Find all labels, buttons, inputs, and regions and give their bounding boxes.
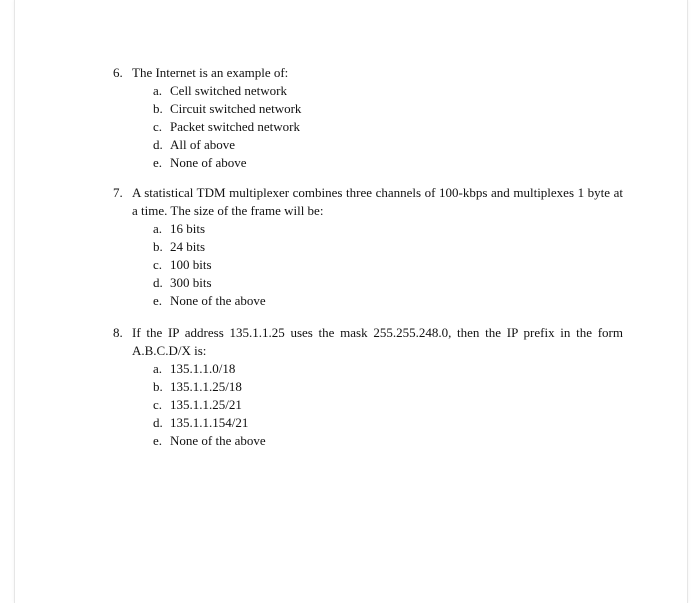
option-letter: b. bbox=[153, 239, 163, 254]
option-letter: e. bbox=[153, 433, 163, 448]
option-item bbox=[153, 396, 623, 414]
option-text: 300 bits bbox=[170, 275, 212, 290]
option-item bbox=[153, 100, 623, 118]
option-letter: e. bbox=[153, 293, 163, 308]
option-item bbox=[153, 432, 623, 450]
option-text: Circuit switched network bbox=[170, 101, 302, 116]
question-text: A statistical TDM multiplexer combines three channels of 100-kbps and multiplexes 1 byte at a time. The size of the frame will be: bbox=[132, 185, 623, 218]
option-letter: b. bbox=[153, 379, 163, 394]
option-letter: e. bbox=[153, 155, 163, 170]
option-item bbox=[153, 274, 623, 292]
question-7 bbox=[113, 184, 623, 310]
question-6 bbox=[113, 64, 623, 172]
option-text: 135.1.1.0/18 bbox=[170, 361, 236, 376]
option-letter: c. bbox=[153, 397, 163, 412]
option-item bbox=[153, 82, 623, 100]
option-text: 16 bits bbox=[170, 221, 206, 236]
option-item bbox=[153, 414, 623, 432]
option-item bbox=[153, 136, 623, 154]
question-number: 8. bbox=[113, 325, 123, 340]
option-letter: a. bbox=[153, 83, 163, 98]
question-8 bbox=[113, 324, 623, 450]
document-page bbox=[14, 0, 688, 603]
option-list bbox=[153, 360, 623, 450]
option-letter: d. bbox=[153, 275, 163, 290]
option-list bbox=[153, 220, 623, 310]
option-item bbox=[153, 220, 623, 238]
option-letter: c. bbox=[153, 119, 163, 134]
option-item bbox=[153, 360, 623, 378]
option-item bbox=[153, 378, 623, 396]
question-number: 7. bbox=[113, 185, 123, 200]
option-text: All of above bbox=[170, 137, 235, 152]
option-text: None of the above bbox=[170, 433, 266, 448]
option-text: 135.1.1.154/21 bbox=[170, 415, 249, 430]
option-item bbox=[153, 292, 623, 310]
option-list bbox=[153, 82, 623, 172]
option-text: 100 bits bbox=[170, 257, 212, 272]
option-item bbox=[153, 154, 623, 172]
question-text: If the IP address 135.1.1.25 uses the mask 255.255.248.0, then the IP prefix in the form A.B.C.D/X is: bbox=[132, 325, 623, 358]
question-text: The Internet is an example of: bbox=[132, 65, 289, 80]
option-letter: a. bbox=[153, 221, 163, 236]
option-text: 135.1.1.25/21 bbox=[170, 397, 242, 412]
option-letter: d. bbox=[153, 415, 163, 430]
question-number: 6. bbox=[113, 65, 123, 80]
option-letter: b. bbox=[153, 101, 163, 116]
option-text: None of above bbox=[170, 155, 247, 170]
option-text: None of the above bbox=[170, 293, 266, 308]
option-letter: c. bbox=[153, 257, 163, 272]
option-text: Packet switched network bbox=[170, 119, 300, 134]
option-text: Cell switched network bbox=[170, 83, 287, 98]
option-text: 24 bits bbox=[170, 239, 206, 254]
option-item bbox=[153, 256, 623, 274]
option-item bbox=[153, 118, 623, 136]
option-item bbox=[153, 238, 623, 256]
option-letter: a. bbox=[153, 361, 163, 376]
option-text: 135.1.1.25/18 bbox=[170, 379, 242, 394]
option-letter: d. bbox=[153, 137, 163, 152]
